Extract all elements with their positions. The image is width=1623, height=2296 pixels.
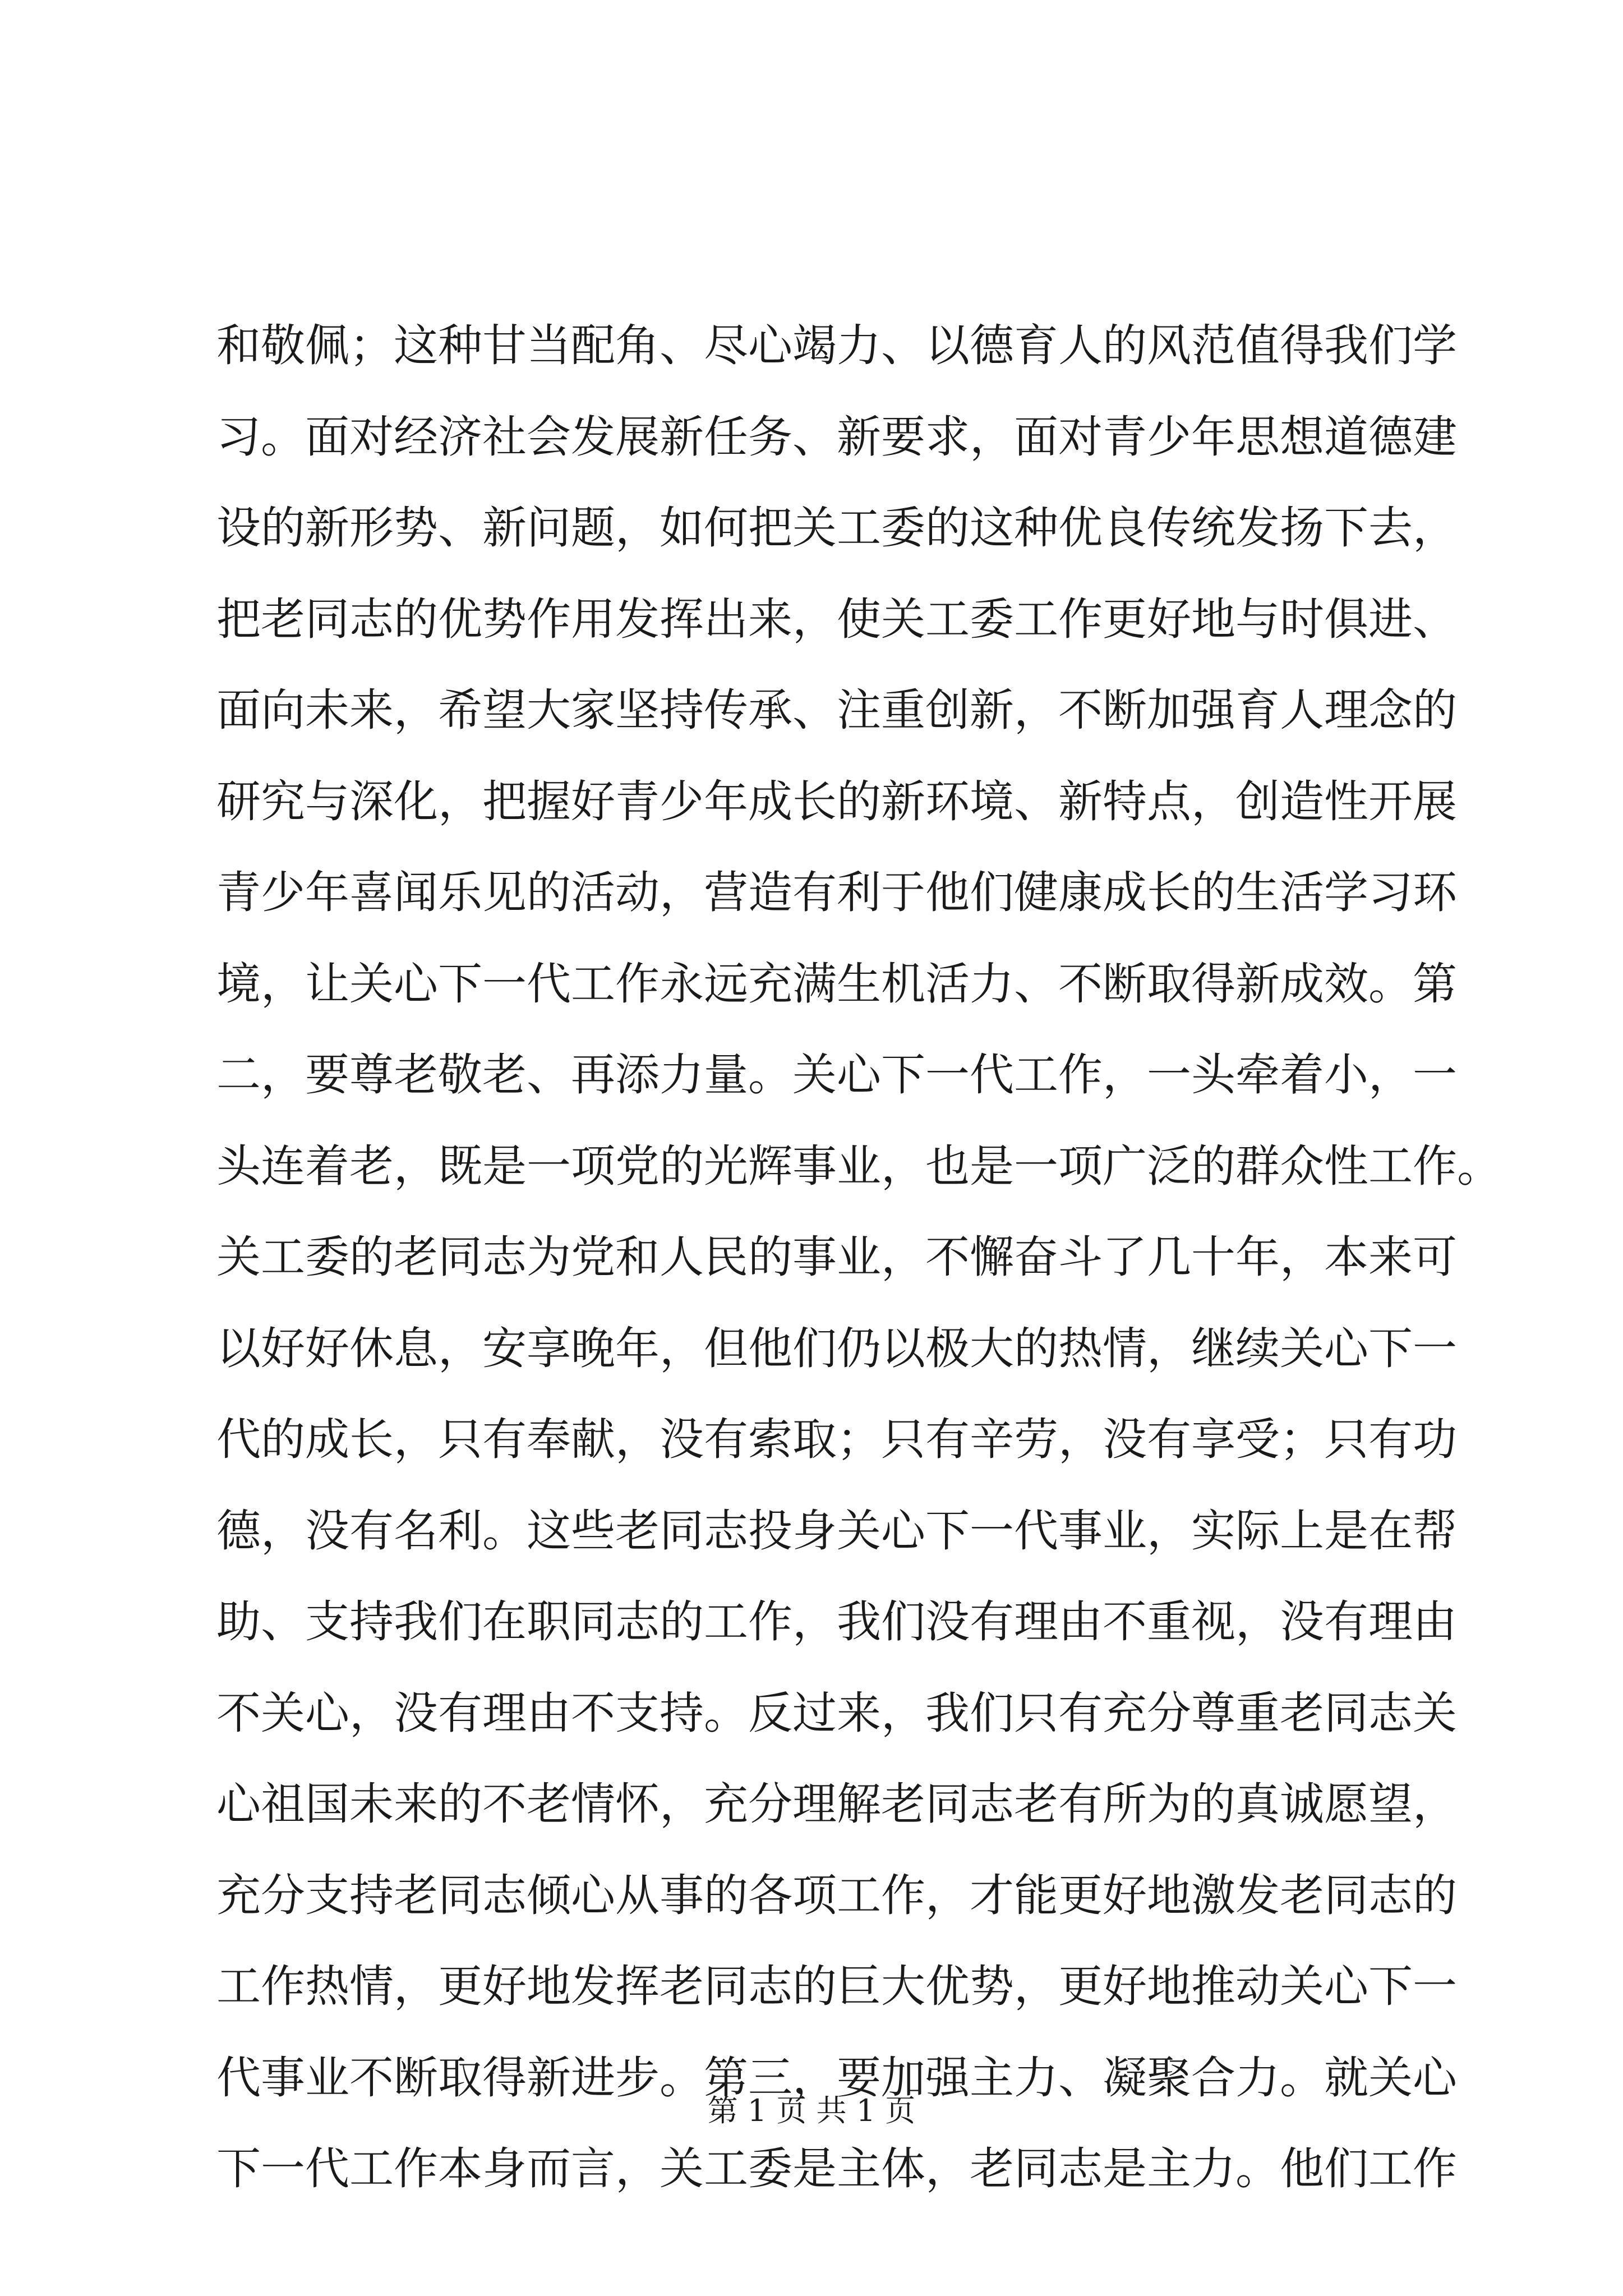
text-line: 面向未来，希望大家坚持传承、注重创新，不断加强育人理念的 [216,684,1457,736]
body-text [216,300,1501,2215]
text-line: 以好好休息，安享晚年，但他们仍以极大的热情，继续关心下一 [216,1322,1457,1374]
text-line: 二，要尊老敬老、再添力量。关心下一代工作，一头牵着小，一 [216,1049,1457,1101]
page-footer: 第 1 页 共 1 页 [707,2093,916,2128]
text-line: 工作热情，更好地发挥老同志的巨大优势，更好地推动关心下一 [216,1961,1457,2012]
text-line: 研究与深化，把握好青少年成长的新环境、新特点，创造性开展 [216,775,1457,827]
text-line: 和敬佩；这种甘当配角、尽心竭力、以德育人的风范值得我们学 [216,320,1457,371]
text-line: 习。面对经济社会发展新任务、新要求，面对青少年思想道德建 [216,411,1457,463]
text-line: 把老同志的优势作用发挥出来，使关工委工作更好地与时俱进、 [216,593,1457,645]
text-line: 关工委的老同志为党和人民的事业，不懈奋斗了几十年，本来可 [216,1231,1457,1283]
text-line: 充分支持老同志倾心从事的各项工作，才能更好地激发老同志的 [216,1869,1457,1921]
text-line: 代的成长，只有奉献，没有索取；只有辛劳，没有享受；只有功 [216,1414,1457,1465]
text-line: 境，让关心下一代工作永远充满生机活力、不断取得新成效。第 [216,958,1457,1010]
text-line: 头连着老，既是一项党的光辉事业，也是一项广泛的群众性工作。 [216,1140,1501,1192]
text-line: 下一代工作本身而言，关工委是主体，老同志是主力。他们工作 [216,2143,1457,2194]
text-line: 不关心，没有理由不支持。反过来，我们只有充分尊重老同志关 [216,1687,1457,1739]
text-line: 助、支持我们在职同志的工作，我们没有理由不重视，没有理由 [216,1596,1457,1648]
text-line: 德，没有名利。这些老同志投身关心下一代事业，实际上是在帮 [216,1504,1457,1557]
text-line: 设的新形势、新问题，如何把关工委的这种优良传统发扬下去， [216,502,1457,554]
text-line: 心祖国未来的不老情怀，充分理解老同志老有所为的真诚愿望， [216,1778,1457,1830]
text-line: 青少年喜闻乐见的活动，营造有利于他们健康成长的生活学习环 [216,867,1457,918]
text-line: 代事业不断取得新进步。第三，要加强主力、凝聚合力。就关心 [216,2051,1457,2104]
